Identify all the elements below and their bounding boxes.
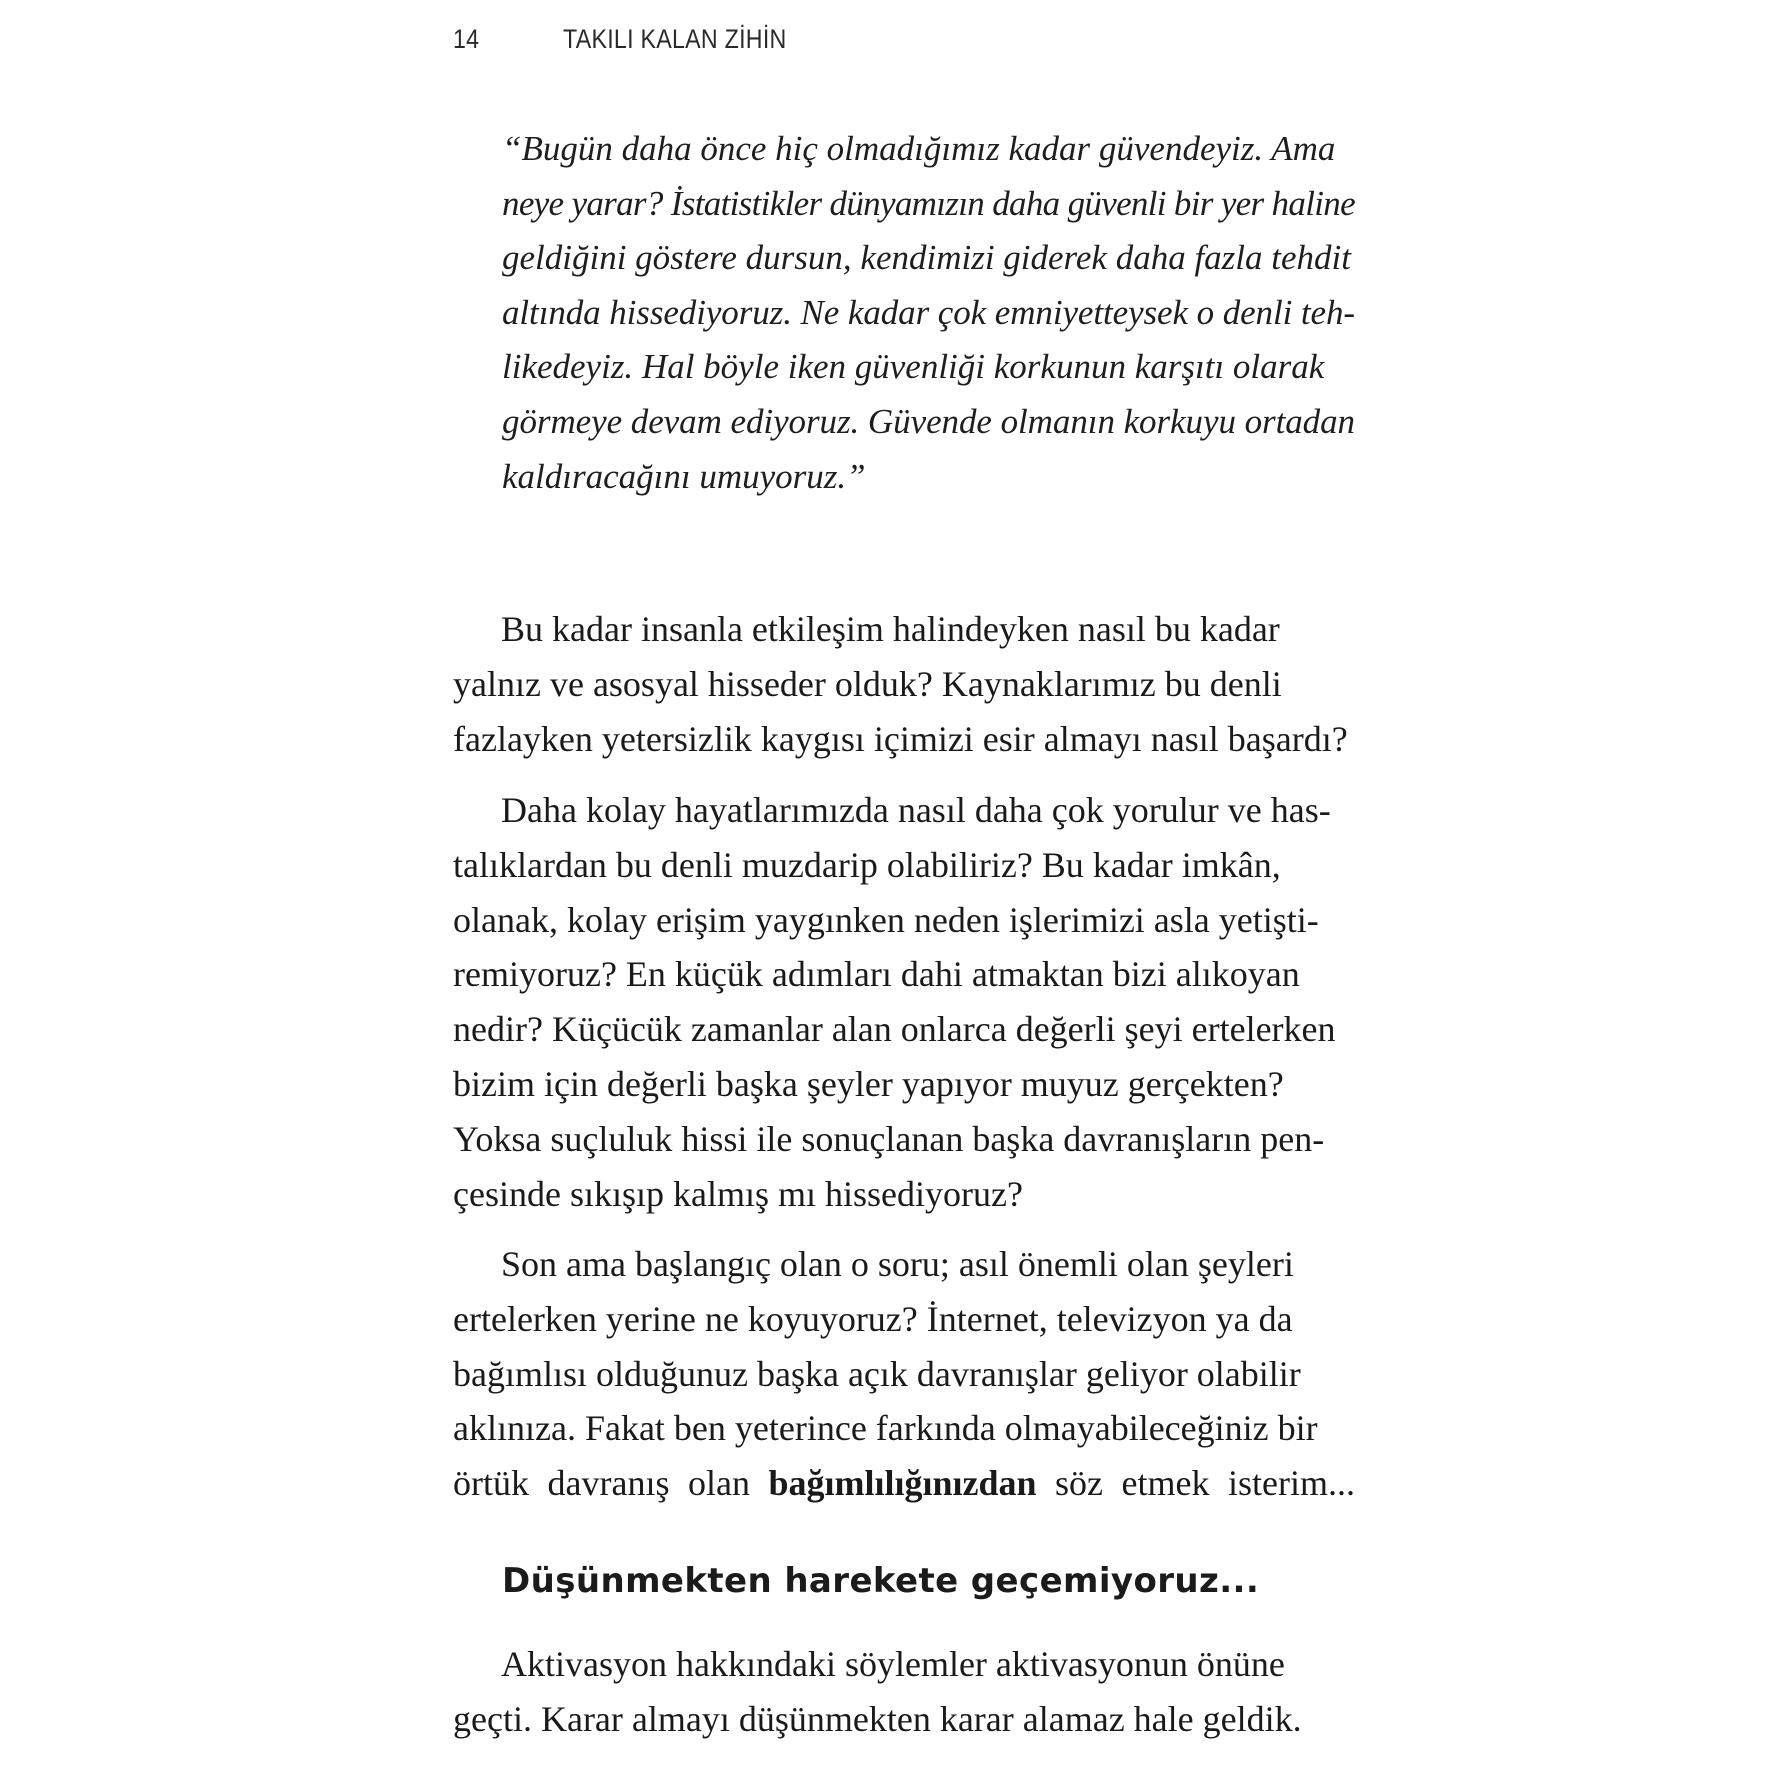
paragraph-line: Son ama başlangıç olan o soru; asıl önemli olan şeyleri bbox=[501, 1244, 1294, 1284]
paragraph-line: aklınıza. Fakat ben yeterince farkında olmayabileceğiniz bir bbox=[453, 1408, 1318, 1449]
paragraph-line: yalnız ve asosyal hisseder olduk? Kaynaklarımız bu denli bbox=[453, 663, 1282, 704]
book-title: TAKILI KALAN ZİHİN bbox=[563, 24, 787, 54]
epigraph-quote bbox=[502, 122, 1355, 504]
paragraph-3 bbox=[453, 1237, 1355, 1511]
paragraph-2 bbox=[453, 783, 1355, 1221]
quote-line: görmeye devam ediyoruz. Güvende olmanın korkuyu ortadan bbox=[502, 401, 1355, 441]
emphasized-term: bağımlılığınızdan bbox=[768, 1463, 1037, 1504]
paragraph-line: fazlayken yetersizlik kaygısı içimizi esir almayı nasıl başardı? bbox=[453, 718, 1348, 759]
paragraph-1 bbox=[453, 602, 1355, 766]
quote-line: likedeyiz. Hal böyle iken güvenliği korkunun karşıtı olarak bbox=[502, 347, 1325, 387]
paragraph-line: çesinde sıkışıp kalmış mı hissediyoruz? bbox=[453, 1173, 1023, 1214]
text-after-emphasis: söz etmek isterim... bbox=[1036, 1463, 1355, 1504]
quote-line: “Bugün daha önce hiç olmadığımız kadar güvendeyiz. Ama bbox=[502, 129, 1336, 168]
paragraph-line: bizim için değerli başka şeyler yapıyor muyuz gerçekten? bbox=[453, 1063, 1284, 1104]
text-before-emphasis: örtük davranış olan bbox=[453, 1463, 769, 1504]
paragraph-line-with-emphasis bbox=[453, 1456, 1355, 1511]
paragraph-line: ertelerken yerine ne koyuyoruz? İnternet, televizyon ya da bbox=[453, 1298, 1293, 1339]
paragraph-line: geçti. Karar almayı düşünmekten karar alamaz hale geldik. bbox=[453, 1698, 1302, 1739]
paragraph-line: Daha kolay hayatlarımızda nasıl daha çok yorulur ve has- bbox=[501, 790, 1331, 830]
page-number: 14 bbox=[453, 24, 480, 54]
paragraph-line: Aktivasyon hakkındaki söylemler aktivasyonun önüne bbox=[501, 1644, 1285, 1684]
paragraph-4 bbox=[453, 1637, 1355, 1747]
quote-line: kaldıracağını umuyoruz.” bbox=[502, 456, 866, 496]
paragraph-line: bağımlısı olduğunuz başka açık davranışlar geliyor olabilir bbox=[453, 1353, 1301, 1394]
quote-line: neye yarar? İstatistikler dünyamızın daha güvenli bir yer haline bbox=[502, 183, 1355, 223]
paragraph-line: nedir? Küçücük zamanlar alan onlarca değerli şeyi ertelerken bbox=[453, 1009, 1336, 1050]
paragraph-line: talıklardan bu denli muzdarip olabiliriz? Bu kadar imkân, bbox=[453, 844, 1281, 885]
quote-line: geldiğini göstere dursun, kendimizi giderek daha fazla tehdit bbox=[502, 238, 1351, 278]
paragraph-line: Bu kadar insanla etkileşim halindeyken nasıl bu kadar bbox=[501, 609, 1280, 649]
quote-line: altında hissediyoruz. Ne kadar çok emniyetteysek o denli teh- bbox=[502, 292, 1355, 332]
paragraph-line: remiyoruz? En küçük adımları dahi atmaktan bizi alıkoyan bbox=[453, 954, 1300, 995]
section-heading: Düşünmekten harekete geçemiyoruz... bbox=[502, 1561, 1260, 1601]
paragraph-line: Yoksa suçluluk hissi ile sonuçlanan başka davranışların pen- bbox=[453, 1118, 1325, 1159]
paragraph-line: olanak, kolay erişim yaygınken neden işlerimizi asla yetişti- bbox=[453, 899, 1319, 940]
